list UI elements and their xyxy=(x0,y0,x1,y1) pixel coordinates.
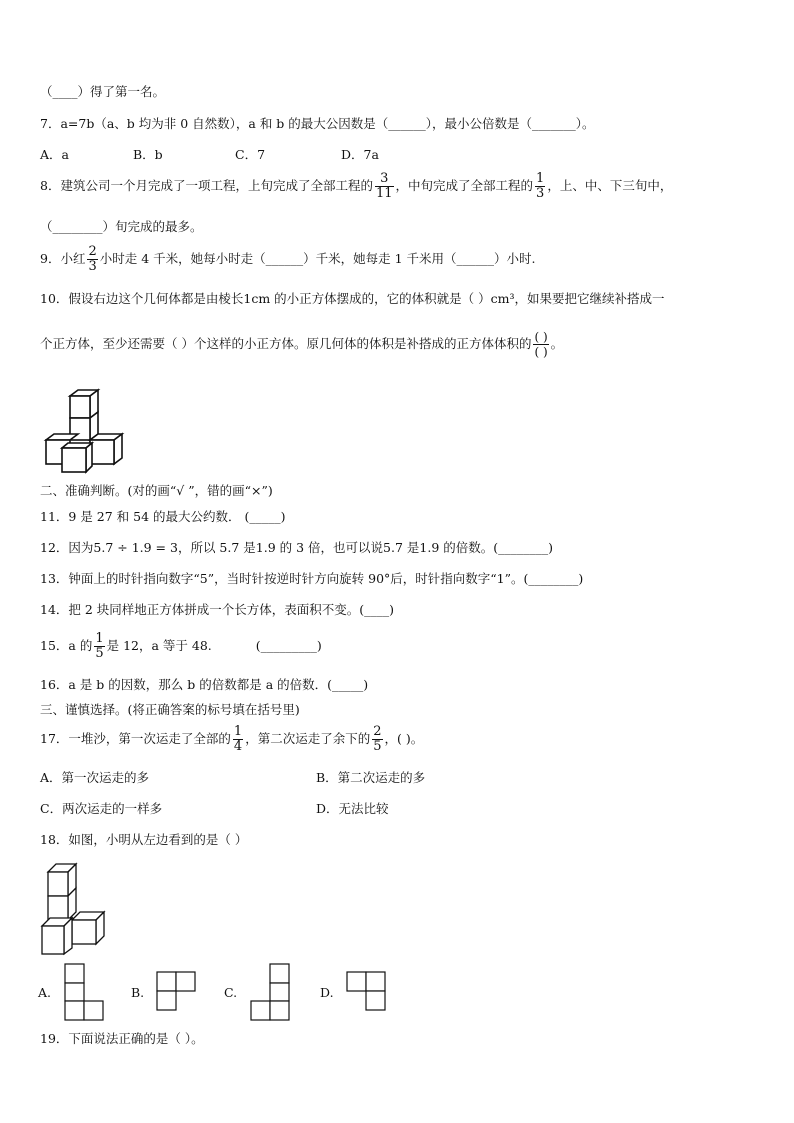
q18-option-b-figure xyxy=(156,971,196,1011)
q18-option-b-label: B. xyxy=(131,985,145,1000)
q17-option-c: C．两次运走的一样多 xyxy=(40,801,163,816)
q18-option-d-label: D. xyxy=(320,985,334,1000)
q17-option-d: D．无法比较 xyxy=(316,801,389,816)
question-7: 7．a=7b（a、b 均为非 0 自然数），a 和 b 的最大公因数是（______），最小公倍数是（_______）。 xyxy=(40,116,595,131)
q18-option-c-label: C. xyxy=(224,985,238,1000)
question-12: 12．因为5.7 ÷ 1.9 = 3，所以 5.7 是1.9 的 3 倍，也可以说5.7 是1.9 的倍数。(________) xyxy=(40,540,553,555)
fraction: $\frac{1}{3}$ xyxy=(536,171,545,201)
q7-option-a: A．a xyxy=(40,147,69,162)
question-19: 19．下面说法正确的是（ ）。 xyxy=(40,1031,204,1046)
q18-option-c-figure xyxy=(250,963,290,1021)
fraction: $\frac{( )}{( )}$ xyxy=(534,330,548,359)
q17-option-a: A．第一次运走的多 xyxy=(40,770,150,785)
question-11: 11．9 是 27 和 54 的最大公约数． (_____) xyxy=(40,509,286,524)
question-14: 14．把 2 块同样地正方体拼成一个长方体，表面积不变。(____) xyxy=(40,602,395,617)
question-8-line2: （________）旬完成的最多。 xyxy=(40,219,203,234)
question-9: 9．小红 $\frac{2}{3}$ 小时走 4 千米，她每小时走（______）千米，她每走 1 千米用（______）小时. xyxy=(40,244,536,274)
q18-option-a-figure xyxy=(64,963,104,1021)
question-6-tail: （____）得了第一名。 xyxy=(40,84,166,99)
fraction: $\frac{1}{5}$ xyxy=(95,631,104,661)
q7-option-b: B．b xyxy=(133,147,163,162)
question-15: 15．a 的 $\frac{1}{5}$ 是 12，a 等于 48. (_________) xyxy=(40,631,322,661)
section-3-heading: 三、谨慎选择。(将正确答案的标号填在括号里) xyxy=(40,702,300,717)
q18-option-d-figure xyxy=(346,971,386,1011)
question-17: 17．一堆沙，第一次运走了全部的 $\frac{1}{4}$ ，第二次运走了余下的 $\frac{2}{5}$ ，( )。 xyxy=(40,724,424,754)
q18-option-a-label: A. xyxy=(38,985,52,1000)
q18-cube-figure xyxy=(38,860,110,956)
q17-option-b: B．第二次运走的多 xyxy=(316,770,426,785)
question-10-line1: 10．假设右边这个几何体都是由棱长1cm 的小正方体摆成的，它的体积就是（ ）cm³，如果要把它继续补搭成一 xyxy=(40,291,665,306)
fraction: $\frac{2}{3}$ xyxy=(88,244,97,274)
question-8-line1: 8．建筑公司一个月完成了一项工程，上旬完成了全部工程的 $\frac{3}{11}$ ，中旬完成了全部工程的 $\frac{1}{3}$ ，上、中、下三旬中， xyxy=(40,171,673,201)
fraction: $\frac{1}{4}$ xyxy=(233,724,243,754)
question-13: 13．钟面上的时针指向数字“5”，当时针按逆时针方向旋转 90°后，时针指向数字“1”。(________) xyxy=(40,571,584,586)
q7-option-d: D．7a xyxy=(341,147,379,162)
fraction: $\frac{2}{5}$ xyxy=(373,724,382,754)
question-16: 16．a 是 b 的因数，那么 b 的倍数都是 a 的倍数．(_____) xyxy=(40,677,369,692)
section-2-heading: 二、准确判断。(对的画“√ ”，错的画“×”) xyxy=(40,483,273,498)
question-18: 18．如图，小明从左边看到的是（ ） xyxy=(40,832,248,847)
fraction: $\frac{3}{11}$ xyxy=(375,171,393,201)
q7-option-c: C．7 xyxy=(235,147,266,162)
question-10-line2: 个正方体，至少还需要（ ）个这样的小正方体。原几何体的体积是补搭成的正方体体积的 $\frac{( )}{( )}$ 。 xyxy=(40,330,564,359)
q10-cube-figure xyxy=(40,388,130,478)
